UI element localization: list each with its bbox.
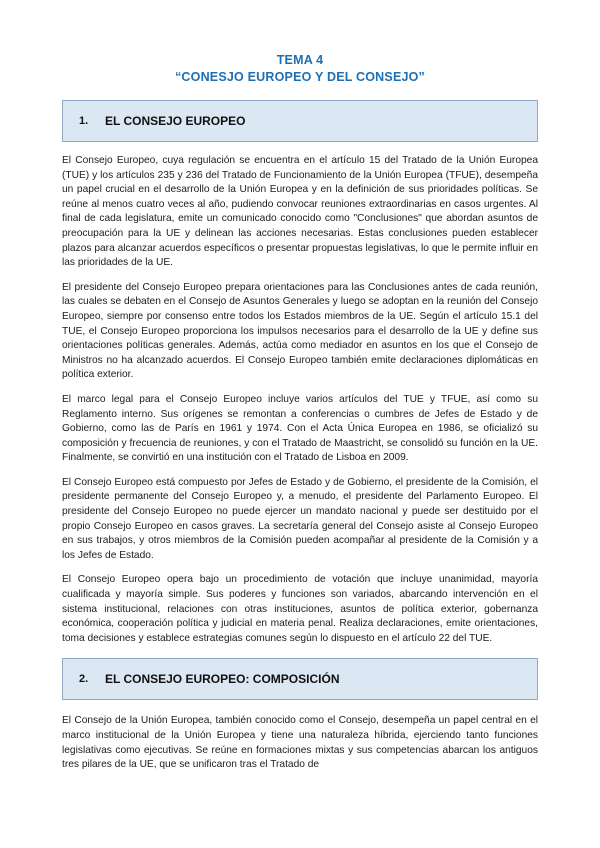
paragraph: El Consejo Europeo, cuya regulación se encuentra en el artículo 15 del Tratado de la Unión Europea (TUE) y los artículos 235 y 236 del Tratado de Funcionamiento de la Unión Europea (TFUE), desempeña un papel crucial en el desarrollo de la Unión Europea y en la definición de sus prioridades políticas. Se reúne al menos cuatro veces al año, pudiendo convocar reuniones extraordinarias en casos urgentes. Al final de cada legislatura, emite un comunicado conocido como "Conclusiones" que abordan asuntos de preocupación para la UE y delinean las acciones necesarias. Estas conclusiones pueden establecer plazos para alcanzar acuerdos específicos o presentar propuestas legislativas, lo que le permite influir en las prioridades de la UE. [62, 155, 538, 269]
section-heading-2 [62, 658, 538, 700]
section-title: EL CONSEJO EUROPEO [105, 114, 246, 128]
section-title: EL CONSEJO EUROPEO: COMPOSICIÓN [105, 672, 340, 687]
paragraph: El Consejo Europeo opera bajo un procedimiento de votación que incluye unanimidad, mayoría cualificada y mayoría simple. Sus poderes y funciones son variados, abarcando intervención en el sistema institucional, relaciones con otras instituciones, asuntos de política exterior, gobernanza económica, cooperación política y judicial en materia penal. Realiza declaraciones, emite orientaciones, toma decisiones y establece estrategias comunes según lo dispuesto en el artículo 22 del TUE. [62, 574, 538, 644]
paragraph: El presidente del Consejo Europeo prepara orientaciones para las Conclusiones antes de cada reunión, las cuales se debaten en el Consejo de Asuntos Generales y luego se adoptan en la reunión del Consejo Europeo, siempre por consenso entre todos los Estados miembros de la UE. Según el artículo 15.1 del TUE, el Consejo Europeo proporciona los impulsos necesarios para el desarrollo de la UE y define sus orientaciones políticas generales. Además, actúa como mediador en asuntos en los que el Consejo de Ministros no ha alcanzado acuerdos. El Consejo Europeo también emite declaraciones diplomáticas en política exterior. [62, 281, 538, 381]
topic-number: TEMA 4 [276, 53, 324, 67]
section-number: 1. [79, 115, 89, 127]
paragraph: El marco legal para el Consejo Europeo incluye varios artículos del TUE y TFUE, así como su Reglamento interno. Sus orígenes se remontan a conferencias o cumbres de Jefes de Estado y de Gobierno, como las de París en 1961 y 1974. Con el Acta Única Europea en 1986, se oficializó su composición y frecuencia de reuniones, y con el Tratado de Maastricht, se consolidó su función en la UE. Finalmente, se convirtió en una institución con el Tratado de Lisboa en 2009. [62, 393, 538, 464]
paragraph: El Consejo de la Unión Europea, también conocido como el Consejo, desempeña un papel central en el marco institucional de la Unión Europea y tiene una naturaleza híbrida, ejerciendo tanto funciones legislativas como ejecutivas. Se reúne en formaciones mixtas y sus competencias abarcan los antiguos tres pilares de la UE, que se unificaron tras el Tratado de [62, 715, 538, 771]
section-2-body [62, 700, 538, 772]
section-heading-1 [62, 100, 538, 142]
section-number: 2. [79, 673, 89, 686]
section-1-body [62, 142, 538, 646]
title-block [0, 0, 600, 86]
document-title: “CONESJO EUROPEO Y DEL CONSEJO” [174, 70, 426, 84]
paragraph: El Consejo Europeo está compuesto por Jefes de Estado y de Gobierno, el presidente de la Comisión, el presidente permanente del Consejo Europeo y, a menudo, el presidente del Parlamento Europeo. El presidente del Consejo Europeo no puede ejercer un mandato nacional y puede ser destituido por el propio Consejo Europeo en casos graves. La secretaría general del Consejo asiste al Consejo Europeo en sus trabajos, y otros miembros de la Comisión pueden acompañar al presidente de la Comisión y a los Jefes de Estado. [62, 476, 538, 561]
